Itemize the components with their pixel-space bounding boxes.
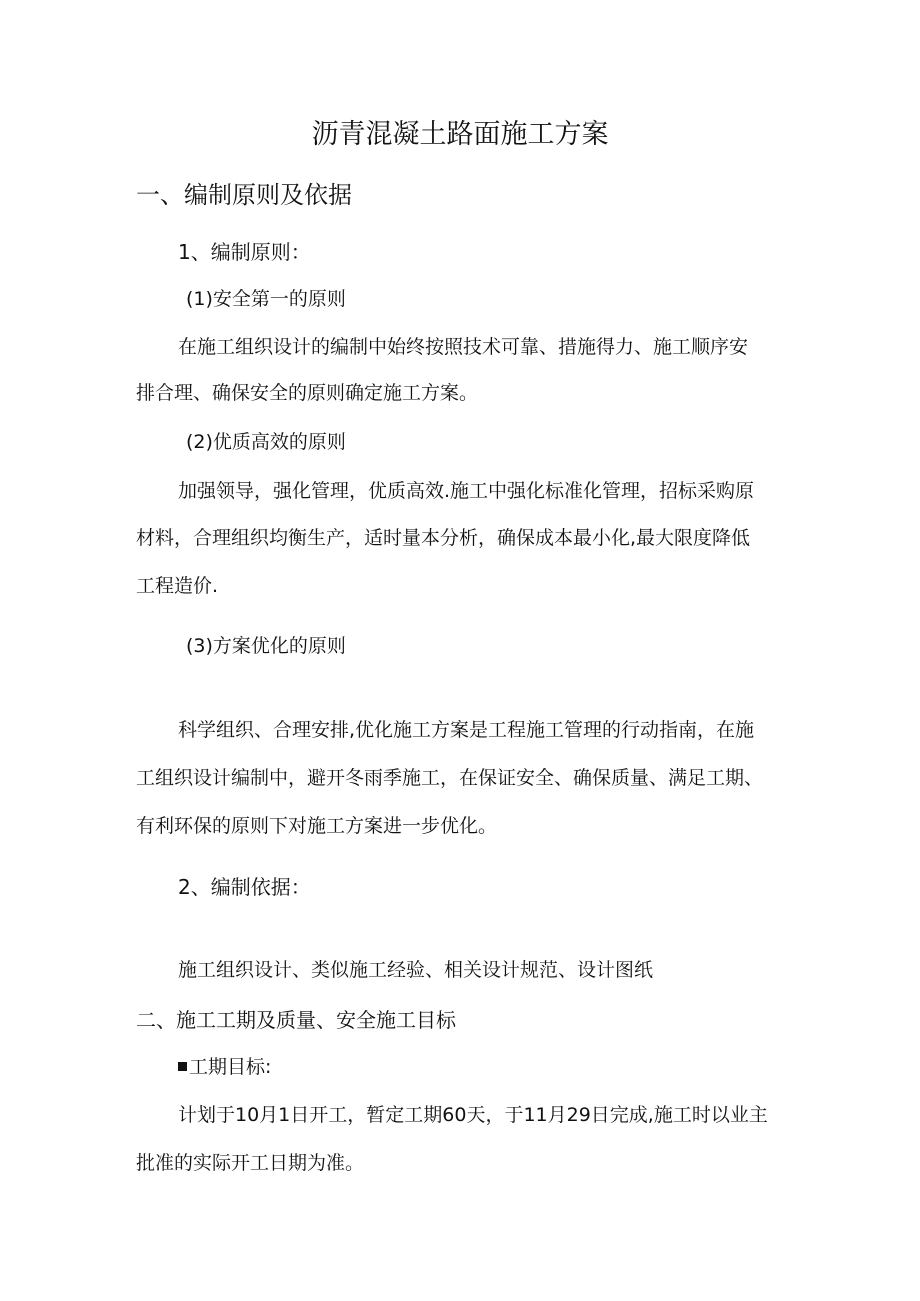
paragraph-line: 材料，合理组织均衡生产，适时量本分析，确保成本最小化,最大限度降低 xyxy=(136,527,751,549)
paragraph-line: 有利环保的原则下对施工方案进一步优化。 xyxy=(136,815,498,837)
subsection-heading-principles: 1、编制原则： xyxy=(178,240,311,264)
paragraph-line: 施工组织设计、类似施工经验、相关设计规范、设计图纸 xyxy=(178,959,654,981)
section-heading-1: 一、编制原则及依据 xyxy=(136,181,352,209)
principle-label-quality: (2)优质高效的原则 xyxy=(186,431,346,453)
subsection-heading-basis: 2、编制依据： xyxy=(178,875,311,899)
paragraph-line: 加强领导，强化管理，优质高效.施工中强化标准化管理，招标采购原 xyxy=(178,480,755,502)
principle-label-optimization: (3)方案优化的原则 xyxy=(186,635,346,657)
paragraph-line: 工程造价. xyxy=(136,575,219,597)
paragraph-line: 批准的实际开工日期为准。 xyxy=(136,1152,365,1174)
paragraph-line: 排合理、确保安全的原则确定施工方案。 xyxy=(136,382,479,404)
goal-label-text: 工期目标: xyxy=(189,1056,272,1078)
paragraph-line: 在施工组织设计的编制中始终按照技术可靠、措施得力、施工顺序安 xyxy=(178,336,749,358)
paragraph-line: 计划于10月1日开工，暂定工期60天，于11月29日完成,施工时以业主 xyxy=(178,1104,768,1126)
paragraph-line: 科学组织、合理安排,优化施工方案是工程施工管理的行动指南，在施 xyxy=(178,719,755,741)
section-heading-2: 二、施工工期及质量、安全施工目标 xyxy=(136,1008,456,1032)
goal-label-schedule xyxy=(178,1055,271,1079)
square-bullet-icon xyxy=(178,1062,187,1071)
document-title: 沥青混凝土路面施工方案 xyxy=(311,119,609,150)
principle-label-safety: (1)安全第一的原则 xyxy=(186,288,346,310)
paragraph-line: 工组织设计编制中，避开冬雨季施工，在保证安全、确保质量、满足工期、 xyxy=(136,767,764,789)
